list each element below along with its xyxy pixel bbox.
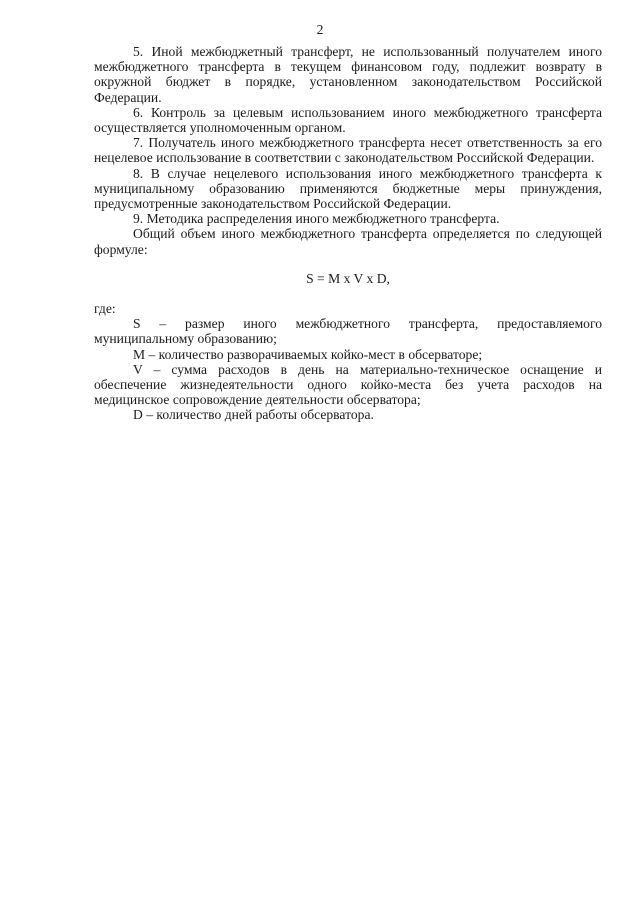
definition-m: M – количество разворачиваемых койко-мест в обсерваторе; (133, 346, 483, 362)
where-label: где: (94, 301, 116, 317)
paragraph-formula-intro: Общий объем иного межбюджетного трансферта определяется по следующей формуле: (94, 226, 602, 257)
definition-v: V – сумма расходов в день на материально-техническое оснащение и обеспечение жизнедеятельности одного койко-места без учета расходов на медицинское сопровождение деятельности обсерватора; (94, 361, 602, 408)
paragraph-item-5: 5. Иной межбюджетный трансферт, не использованный получателем иного межбюджетного трансферта в текущем финансовом году, подлежит возврату в окружной бюджет в порядке, установленном законодательством Российской Федерации. (94, 44, 602, 105)
page-number: 2 (316, 22, 324, 37)
paragraph-item-8: 8. В случае нецелевого использования иного межбюджетного трансферта к муниципальному образованию применяются бюджетные меры принуждения, предусмотренные законодательством Российской Федерации. (94, 165, 602, 212)
document-body (94, 44, 602, 423)
paragraph-item-9: 9. Методика распределения иного межбюджетного трансферта. (133, 211, 500, 227)
formula: S = M x V x D, (306, 270, 390, 286)
paragraph-item-7: 7. Получатель иного межбюджетного трансферта несет ответственность за его нецелевое использование в соответствии с законодательством Российской Федерации. (94, 135, 602, 166)
definition-d: D – количество дней работы обсерватора. (133, 407, 374, 423)
definition-s: S – размер иного межбюджетного трансферта, предоставляемого муниципальному образованию; (94, 316, 602, 347)
paragraph-item-6: 6. Контроль за целевым использованием иного межбюджетного трансферта осуществляется уполномоченным органом. (94, 104, 602, 136)
